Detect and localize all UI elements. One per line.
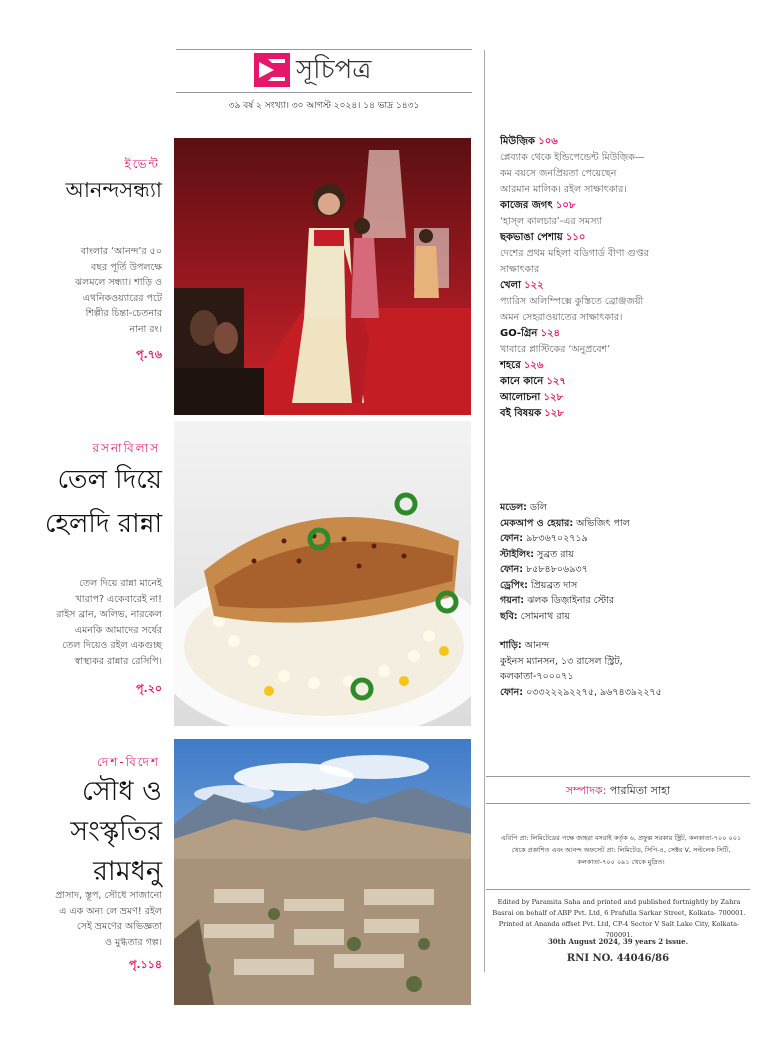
feature-headline: সৌধ ও সংস্কৃতির রামধনু [70,776,162,887]
toc-entry-books[interactable]: বই বিষয়ক ১২৮ [500,408,564,419]
imprint-bengali: এবিপি প্রা: লিমিটেডের পক্ষে জাহরা বসরাই কর্তৃক ৬, প্রফুল্ল সরকার স্ট্রিট, কলকাতা-৭০০ ০০১ থেকে প্রকাশিত এবং আনন্দ অফসেট প্রা: লিমিটেড, সিপি-৪, সেক্টর V, সল্টলেক সিটি, কলকাতা-৭০০ ০৯১ থেকে মুদ্রিত। [500,834,742,866]
toc-entry-discussion[interactable]: আলোচনা ১২৮ [500,392,563,403]
feature-kicker: রসনাবিলাস [92,441,160,455]
toc-entry-description: খাবারে প্লাস্টিকের ‘অনুপ্রবেশ’ [500,344,611,355]
feature-page-link[interactable]: পৃ.২০ [136,682,162,695]
page-title: সূচিপত্র [296,55,372,85]
travel-photo[interactable] [174,739,471,1005]
toc-entry-description: প্লেব্যাক থেকে ইন্ডিপেন্ডেন্ট মিউজ়িক— কম বয়সে জনপ্রিয়তা পেয়েছেন আরমান মালিক। রইল সাক্ষাৎকার। [500,152,645,195]
toc-entry-profession[interactable]: ছকভাঙা পেশায় ১১০ [500,232,586,243]
imprint-rule [486,889,750,890]
toc-entry-description: দেশের প্রথম মহিলা বডিগার্ড বীণা গুপ্তর সাক্ষাৎকার [500,248,649,275]
imprint-english: Edited by Paramita Saha and printed and published fortnightly by Zahra Basrai on behalf of ABP Pvt. Ltd, 6 Prafulla Sarkar Street, Kolkata- 700001. Printed at Ananda offset Pvt. Ltd, CP-4 Sector V Salt Lake City, Kolkata- 700091. [492,898,746,939]
event-photo[interactable] [174,138,471,415]
editor-line: সম্পাদক: পারমিতা সাহা [565,784,671,797]
issue-date-en: 30th August 2024, 39 years 2 issue. [547,937,689,946]
toc-list [500,134,745,422]
toc-entry-sports[interactable]: খেলা ১২২ [500,280,544,291]
feature-page-link[interactable]: পৃ.১১৪ [128,958,162,971]
toc-entry-music[interactable]: মিউজ়িক ১০৬ [500,136,558,147]
photo-credits: মডেল: ডলি মেকআপ ও হেয়ার: অভিজিৎ পাল ফোন: ৯৮৩৬৭০২৭১৯ স্টাইলিং: সুব্রত রায় ফোন: ৮৫৮৪৮০৬৯৩৭ ড্রেপিং: প্রিয়ব্রত দাস গয়না: ঝলক ডিজ়াইনার স্টোর ছবি: সোমনাথ রায় শাড়ি: আনন্দ কুইনস ম্যানসন, ১৩ রাসেল স্ট্রিট, কলকাতা-৭০০০৭১ ফোন: ০৩৩২২২৯২২৭৫, ৯৬৭৪৩৯২২৭৫ [500,502,662,698]
header-bottom-rule [176,92,472,93]
logo-icon [254,53,290,87]
editor-bottom-rule [486,803,750,804]
issue-line: ৩৯ বর্ষ ২ সংখ্যা। ৩০ আগস্ট ২০২৪। ১৪ ভাদ্র ১৪৩১ [228,101,420,111]
feature-headline: তেল দিয়ে হেলদি রান্না [44,465,162,539]
header-top-rule [176,49,472,50]
toc-entry-city[interactable]: শহরে ১২৬ [500,360,544,371]
feature-kicker: ইভেন্ট [124,157,160,171]
feature-headline: আনন্দসন্ধ্যা [65,178,162,202]
toc-entry-description: প্যারিস অলিম্পিক্সে কুস্তিতে ব্রোঞ্জজয়ী অমন সেহরাওয়াতের সাক্ষাৎকার। [500,296,644,323]
rni-number: RNI NO. 44046/86 [566,953,670,964]
feature-blurb: প্রাসাদ, স্তূপ, সৌধে সাজানো এ এক অন্য লে ভ্রমণ! রইল সেই ভ্রমণের অভিজ্ঞতা ও মুগ্ধতার গল্প। [55,890,162,948]
food-photo[interactable] [174,421,471,726]
column-divider [484,50,485,972]
toc-entry-description: ‘হাস্‌ল কালচার’-এর সমস্যা [500,216,602,227]
feature-page-link[interactable]: পৃ.৭৬ [136,348,162,361]
feature-blurb: তেল দিয়ে রান্না মানেই খারাপ? একেবারেই না! রাইস ব্রান, অলিভ, নারকেল এমনকি আমাদের সর্ষের তেল দিয়েও রইল একগুচ্ছ স্বাস্থ্যকর রান্নার রেসিপি। [56,578,162,667]
toc-entry-go-green[interactable]: GO-গ্রিন ১২৪ [500,328,561,339]
toc-entry-work[interactable]: কাজের জগৎ ১০৮ [500,200,576,211]
feature-kicker: দেশ-বিদেশ [97,755,160,769]
toc-entry-whisper[interactable]: কানে কানে ১২৭ [500,376,566,387]
editor-top-rule [486,776,750,777]
feature-blurb: বাংলার ‘আনন্দ’র ৫০ বছর পূর্তি উপলক্ষে ঝলমলে সন্ধ্যা। শাড়ি ও এথনিকওয়্যারের পটে শিল্পীর চিন্তা-চেতনার নানা রং। [74,246,162,335]
